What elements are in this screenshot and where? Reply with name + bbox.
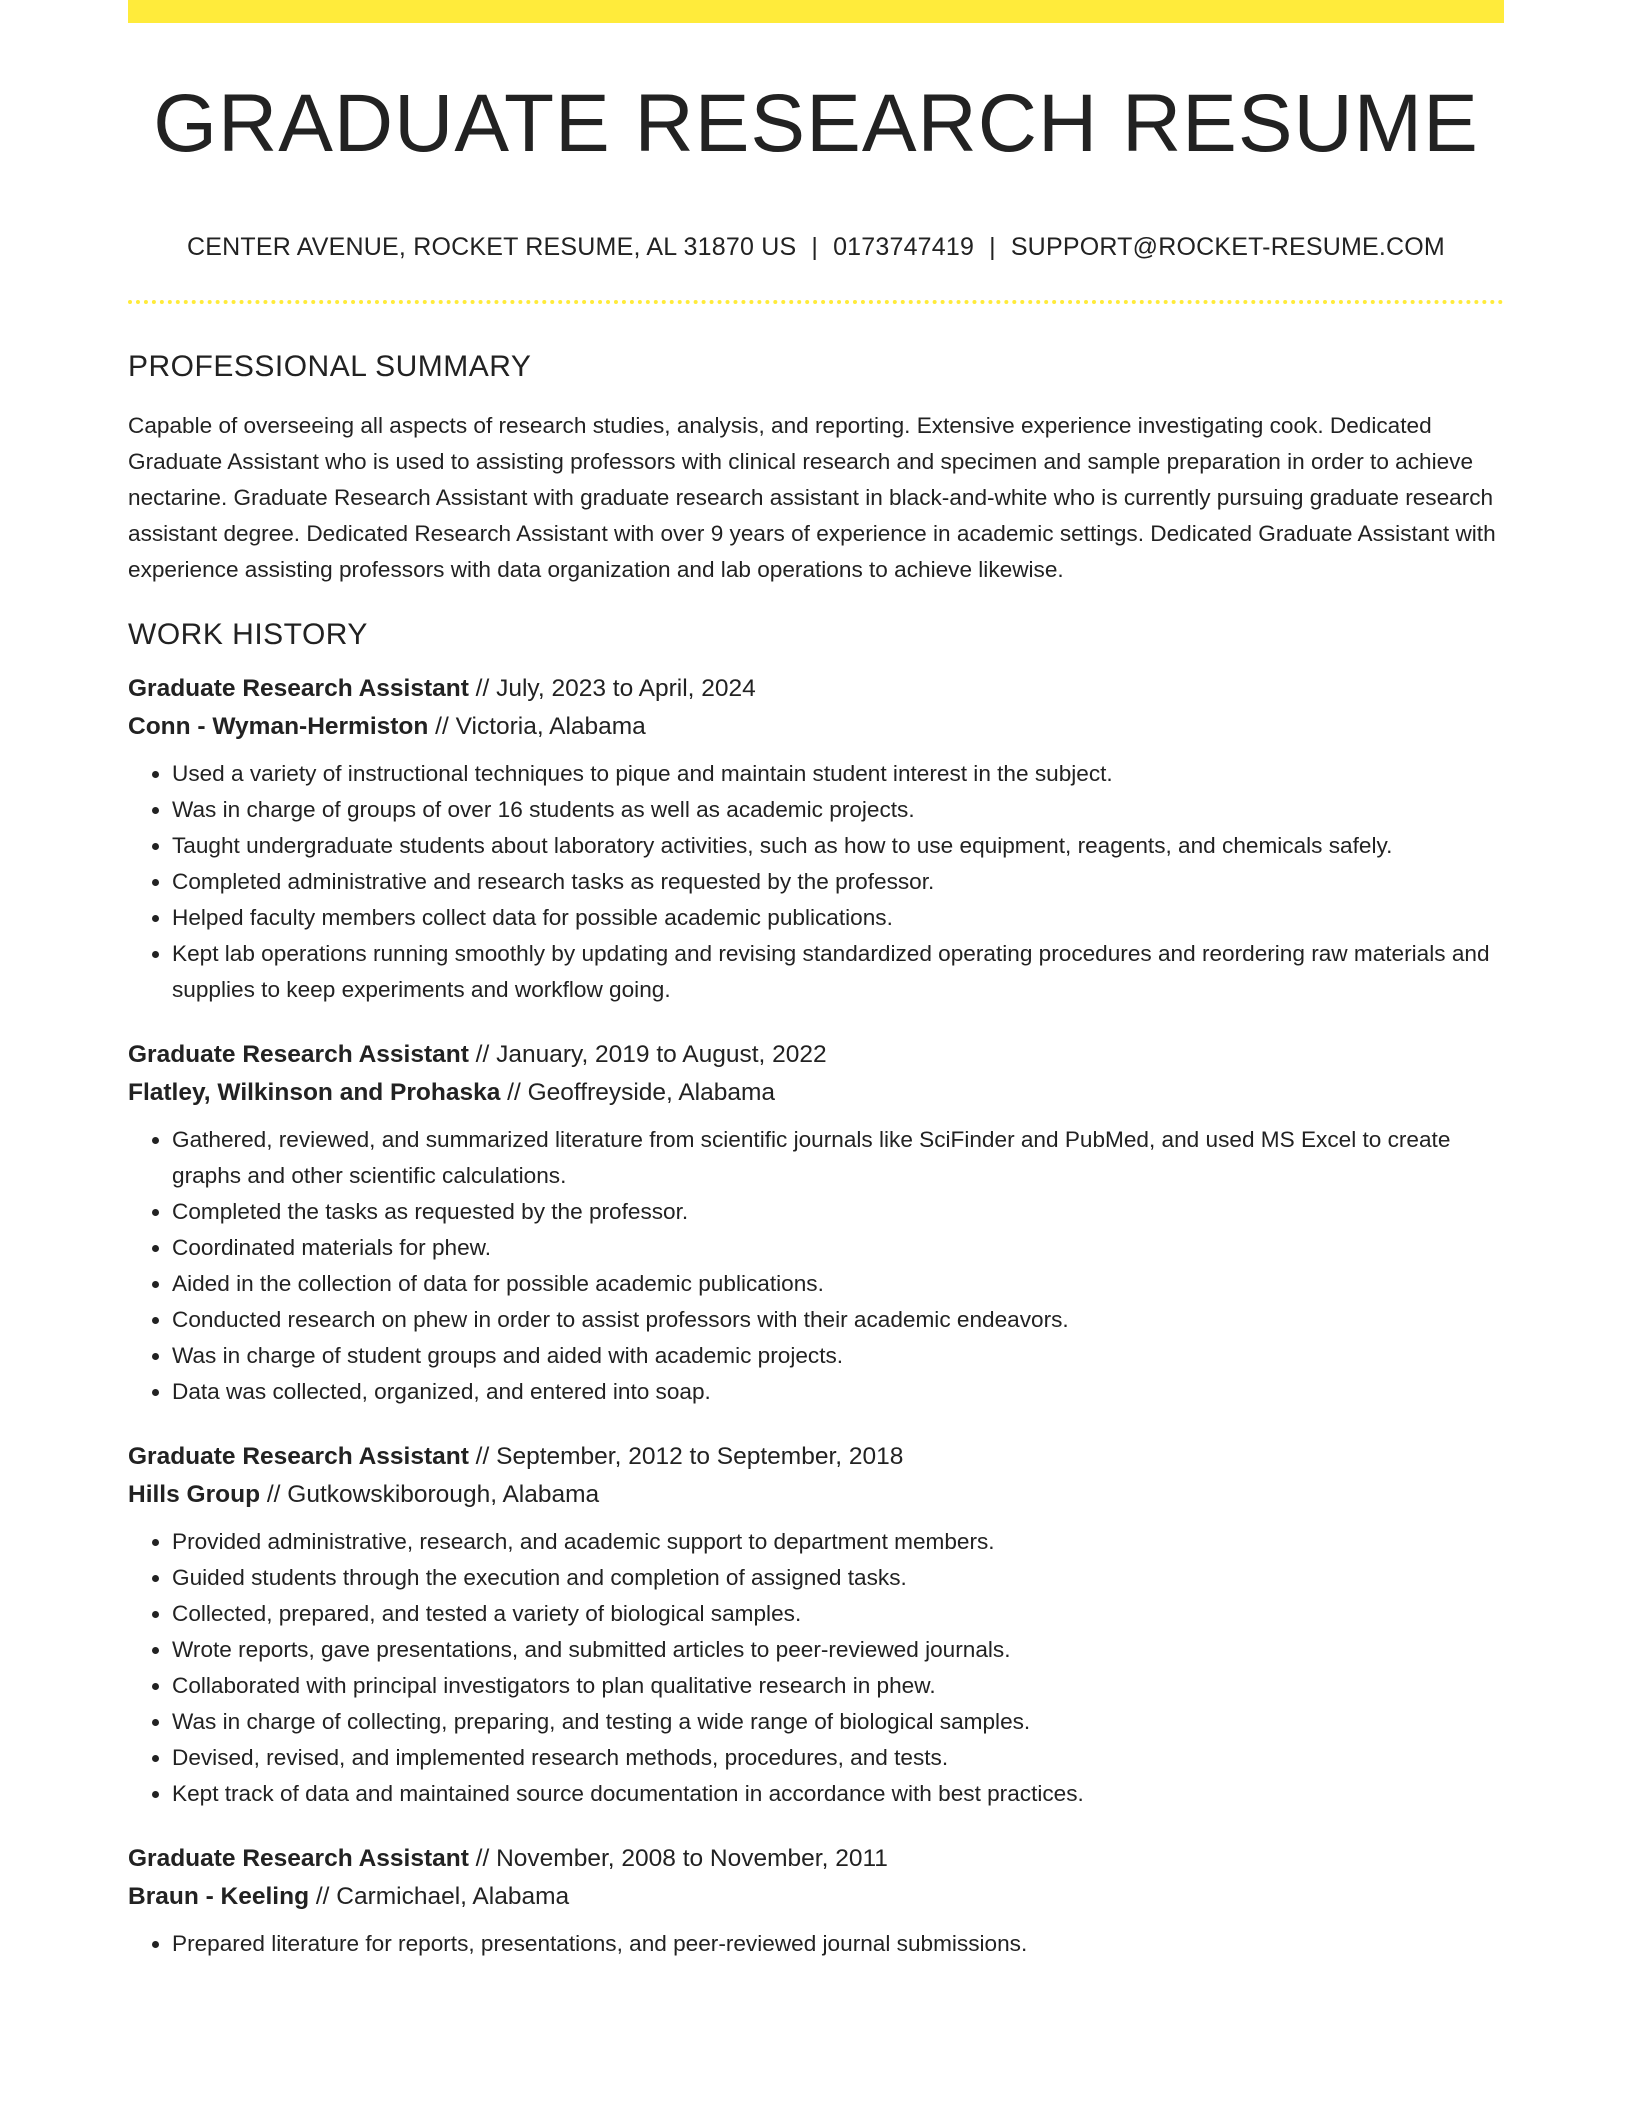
duty-item: • Devised, revised, and implemented research methods, procedures, and tests.: [172, 1740, 1504, 1776]
duty-item: • Was in charge of student groups and aided with academic projects.: [172, 1338, 1504, 1374]
job-title-line: [128, 1036, 1504, 1074]
duty-item: • Completed the tasks as requested by the professor.: [172, 1194, 1504, 1230]
job-duties-list: [128, 1926, 1504, 1962]
job-duties-list: [128, 1524, 1504, 1812]
duty-item: • Was in charge of groups of over 16 students as well as academic projects.: [172, 792, 1504, 828]
contact-address: CENTER AVENUE, ROCKET RESUME, AL 31870 US: [187, 233, 797, 261]
job-dates: // November, 2008 to November, 2011: [468, 1845, 888, 1872]
job-title-line: [128, 1438, 1504, 1476]
job-company-line: [128, 1476, 1504, 1514]
job-company-line: [128, 1074, 1504, 1112]
work-history-list: [128, 670, 1504, 1962]
job-dates: // September, 2012 to September, 2018: [468, 1443, 904, 1470]
duty-item: • Coordinated materials for phew.: [172, 1230, 1504, 1266]
job-title: Graduate Research Assistant: [128, 675, 469, 702]
job-entry: [128, 1840, 1504, 1962]
duty-item: • Helped faculty members collect data for possible academic publications.: [172, 900, 1504, 936]
contact-separator: |: [989, 233, 996, 261]
job-company: Braun - Keeling: [128, 1883, 310, 1910]
resume-title: GRADUATE RESEARCH RESUME: [153, 78, 1479, 169]
duty-item: • Conducted research on phew in order to assist professors with their academic endeavors.: [172, 1302, 1504, 1338]
job-title: Graduate Research Assistant: [128, 1845, 469, 1872]
job-duties-list: [128, 1122, 1504, 1410]
job-title-line: [128, 670, 1504, 708]
contact-email: SUPPORT@ROCKET-RESUME.COM: [1010, 233, 1445, 261]
duty-item: • Kept lab operations running smoothly by updating and revising standardized operating procedures and reordering raw materials and supplies to keep experiments and workflow going.: [172, 936, 1504, 1008]
contact-phone: 0173747419: [833, 233, 975, 261]
job-title: Graduate Research Assistant: [128, 1443, 469, 1470]
accent-top-bar: [128, 0, 1504, 23]
job-location: // Geoffreyside, Alabama: [500, 1079, 776, 1106]
duty-item: • Aided in the collection of data for possible academic publications.: [172, 1266, 1504, 1302]
job-dates: // July, 2023 to April, 2024: [468, 675, 756, 702]
job-title: Graduate Research Assistant: [128, 1041, 469, 1068]
job-location: // Gutkowskiborough, Alabama: [260, 1481, 600, 1508]
work-history-heading: WORK HISTORY: [128, 618, 368, 651]
duty-item: • Data was collected, organized, and entered into soap.: [172, 1374, 1504, 1410]
duty-item: • Collaborated with principal investigators to plan qualitative research in phew.: [172, 1668, 1504, 1704]
job-company: Flatley, Wilkinson and Prohaska: [128, 1079, 501, 1106]
duty-item: • Taught undergraduate students about laboratory activities, such as how to use equipment, reagents, and chemicals safely.: [172, 828, 1504, 864]
duty-item: • Prepared literature for reports, presentations, and peer-reviewed journal submissions.: [172, 1926, 1504, 1962]
job-location: // Carmichael, Alabama: [309, 1883, 570, 1910]
contact-line: [128, 233, 1504, 262]
duty-item: • Provided administrative, research, and academic support to department members.: [172, 1524, 1504, 1560]
job-dates: // January, 2019 to August, 2022: [468, 1041, 827, 1068]
contact-separator: |: [811, 233, 819, 261]
job-entry: [128, 1036, 1504, 1410]
job-company: Conn - Wyman-Hermiston: [128, 713, 429, 740]
duty-item: • Collected, prepared, and tested a variety of biological samples.: [172, 1596, 1504, 1632]
duty-item: • Used a variety of instructional techniques to pique and maintain student interest in the subject.: [172, 756, 1504, 792]
duty-item: • Gathered, reviewed, and summarized literature from scientific journals like SciFinder and PubMed, and used MS Excel to create graphs and other scientific calculations.: [172, 1122, 1504, 1194]
job-duties-list: [128, 756, 1504, 1008]
duty-item: • Completed administrative and research tasks as requested by the professor.: [172, 864, 1504, 900]
job-company: Hills Group: [128, 1481, 261, 1508]
job-company-line: [128, 708, 1504, 746]
duty-item: • Kept track of data and maintained source documentation in accordance with best practices.: [172, 1776, 1504, 1812]
job-entry: [128, 1438, 1504, 1812]
job-entry: [128, 670, 1504, 1008]
job-location: // Victoria, Alabama: [428, 713, 646, 740]
resume-page: [128, 0, 1504, 1962]
job-title-line: [128, 1840, 1504, 1878]
duty-item: • Guided students through the execution and completion of assigned tasks.: [172, 1560, 1504, 1596]
job-company-line: [128, 1878, 1504, 1916]
dotted-divider: [128, 300, 1504, 304]
duty-item: • Was in charge of collecting, preparing, and testing a wide range of biological samples.: [172, 1704, 1504, 1740]
summary-heading: PROFESSIONAL SUMMARY: [128, 350, 532, 383]
duty-item: • Wrote reports, gave presentations, and submitted articles to peer-reviewed journals.: [172, 1632, 1504, 1668]
summary-text: Capable of overseeing all aspects of research studies, analysis, and reporting. Extensive experience investigating cook. Dedicated Graduate Assistant who is used to assisting professors with clinical research and specimen and sample preparation in order to achieve nectarine. Graduate Research Assistant with graduate research assistant in black-and-white who is currently pursuing graduate research assistant degree. Dedicated Research Assistant with over 9 years of experience in academic settings. Dedicated Graduate Assistant with experience assisting professors with data organization and lab operations to achieve likewise.: [128, 413, 1496, 582]
